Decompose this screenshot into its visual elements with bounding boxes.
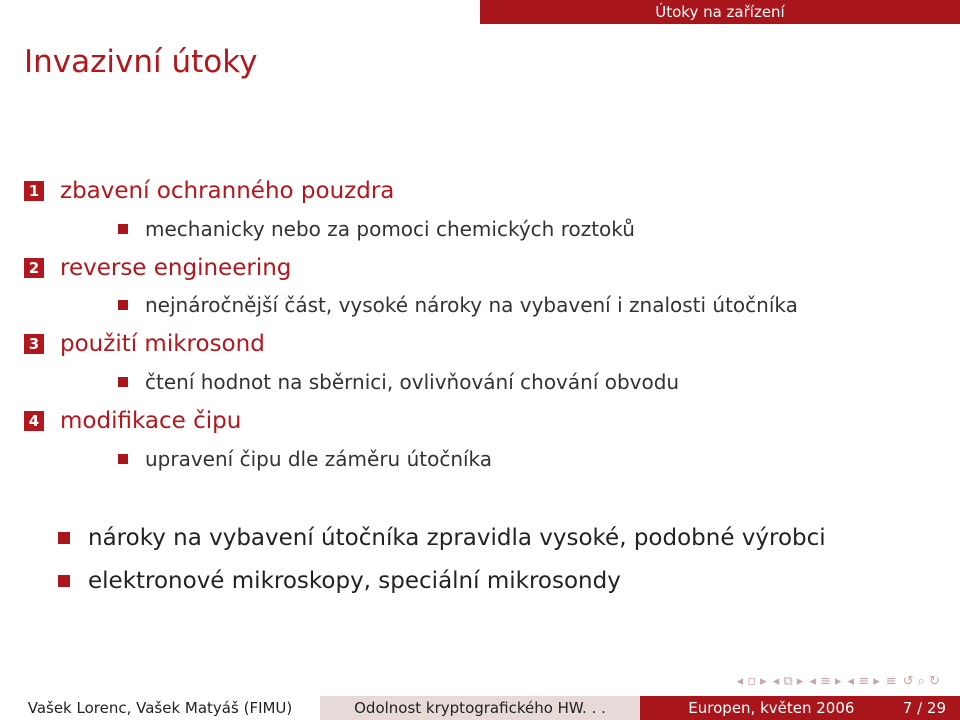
sub-bullet-text: mechanicky nebo za pomoci chemických roztoků [145,217,635,241]
sub-bullet-text: čtení hodnot na sběrnici, ovlivňování chování obvodu [145,370,680,394]
sub-bullet [118,367,679,397]
enum-number: 1 [24,181,44,201]
bullet-text: elektronové mikroskopy, speciální mikrosondy [88,568,621,594]
nav-subsection-icon[interactable]: ◂ ≡ ▸ [809,674,842,689]
enum-label: zbavení ochranného pouzdra [60,178,395,204]
enum-number: 4 [24,411,44,431]
bullet-square-icon [118,377,128,387]
footer-short-title: Odolnost kryptografického HW. . . [320,696,640,720]
enum-label: použití mikrosond [60,331,265,357]
bullet-text: nároky na vybavení útočníka zpravidla vysoké, podobné výrobci [88,525,826,551]
section-header [480,0,960,24]
nav-frame-icon[interactable]: ◂ ⧉ ▸ [772,674,804,689]
bullet-square-icon [58,532,70,544]
sub-bullet-text: nejnáročnější část, vysoké nároky na vybavení i znalosti útočníka [145,293,798,317]
nav-slide-prev-icon[interactable]: ◂ ▫ ▸ [736,674,767,689]
bullet-item [58,522,826,554]
enum-item [24,406,241,436]
bullet-square-icon [118,454,128,464]
bullet-square-icon [118,224,128,234]
sub-bullet [118,214,635,244]
enum-label: reverse engineering [60,255,292,281]
nav-section-icon[interactable]: ◂ ≡ ▸ [847,674,880,689]
enum-number: 3 [24,334,44,354]
section-title: Útoky na zařízení [655,3,785,21]
slide-title: Invazivní útoky [24,44,258,80]
footer-date: Europen, květen 2006 [688,699,855,717]
navigation-symbols [737,672,940,692]
footer-page-number: 7 / 29 [902,699,946,717]
enum-number: 2 [24,258,44,278]
bullet-square-icon [118,300,128,310]
enum-label: modifikace čipu [60,408,242,434]
sub-bullet [118,290,798,320]
footer-authors: Vašek Lorenc, Vašek Matyáš (FIMU) [0,696,320,720]
nav-search-icon[interactable]: ↺ ⌕ ↻ [902,674,940,689]
sub-bullet [118,444,492,474]
enum-item [24,329,265,359]
footer [0,696,960,720]
enum-item [24,176,394,206]
enum-item [24,253,291,283]
nav-align-icon[interactable]: ≡ [885,674,897,689]
bullet-item [58,565,621,597]
footer-date-block [640,696,960,720]
bullet-square-icon [58,575,70,587]
sub-bullet-text: upravení čipu dle záměru útočníka [145,447,493,471]
